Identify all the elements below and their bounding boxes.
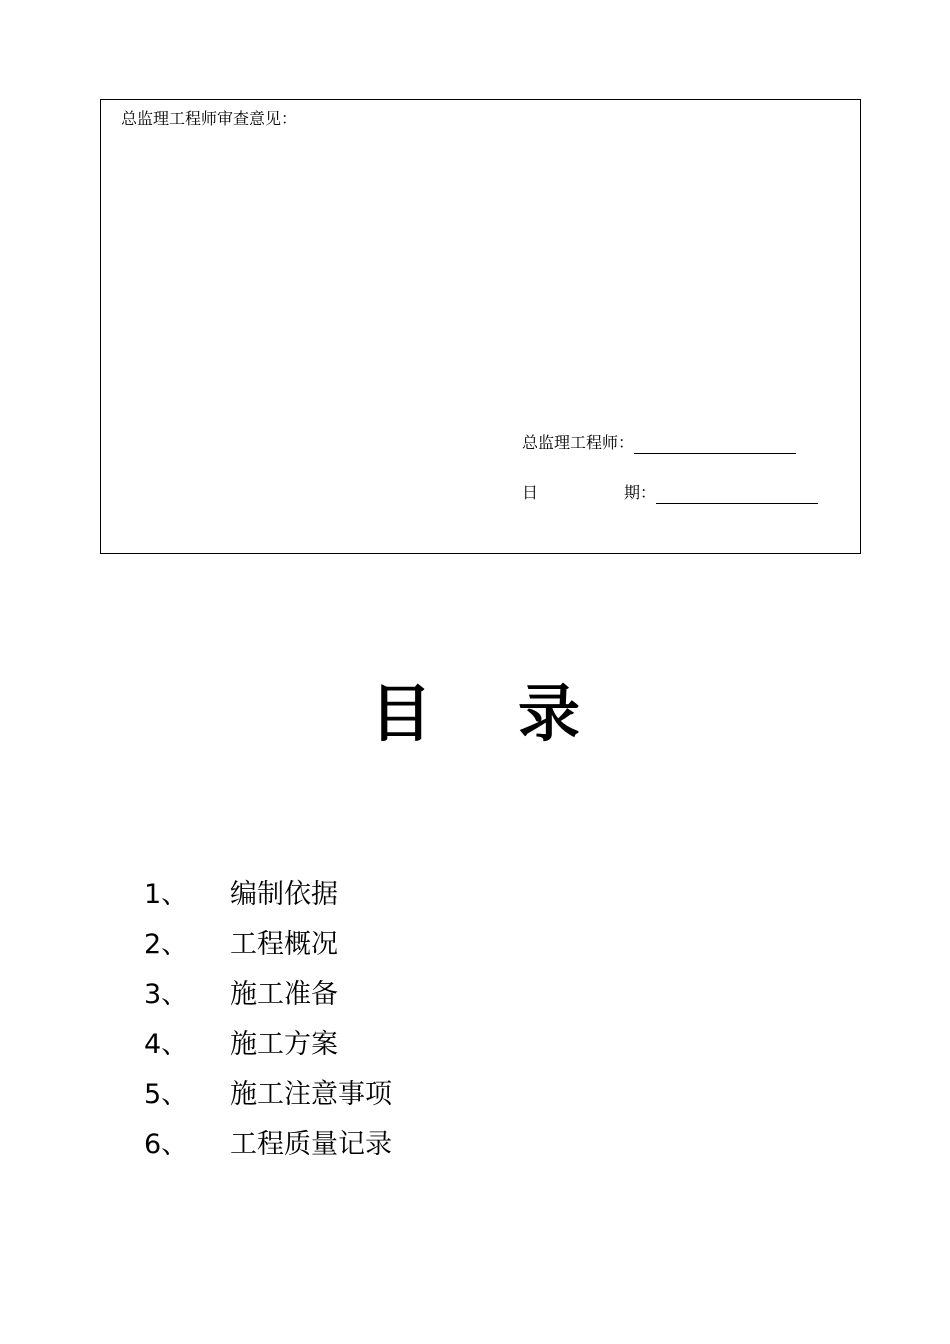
toc-item xyxy=(144,1016,392,1066)
toc-heading-char-2: 录 xyxy=(518,677,581,750)
toc-item-title: 工程概况 xyxy=(230,928,338,960)
toc-heading xyxy=(0,676,950,752)
date-label-left: 日 xyxy=(522,483,539,502)
review-opinion-box xyxy=(100,99,861,554)
toc-item-title: 编制依据 xyxy=(230,878,338,910)
date-line xyxy=(656,481,818,504)
toc-item-number: 3、 xyxy=(144,978,189,1010)
toc-item-number: 4、 xyxy=(144,1028,189,1060)
engineer-signature-line xyxy=(634,431,796,454)
toc-item xyxy=(144,866,392,916)
toc-item xyxy=(144,1066,392,1116)
toc-item-number: 5、 xyxy=(144,1078,189,1110)
toc-list xyxy=(144,866,392,1166)
toc-item-title: 工程质量记录 xyxy=(230,1128,392,1160)
date-label-right: 期： xyxy=(623,483,656,502)
toc-item-title: 施工注意事项 xyxy=(230,1078,392,1110)
toc-item-title: 施工准备 xyxy=(230,978,338,1010)
date-label xyxy=(522,482,656,504)
engineer-signature-row xyxy=(522,430,796,454)
toc-item xyxy=(144,1116,392,1166)
toc-item-title: 施工方案 xyxy=(230,1028,338,1060)
toc-item-number: 6、 xyxy=(144,1128,189,1160)
toc-item xyxy=(144,916,392,966)
engineer-signature-label: 总监理工程师： xyxy=(522,433,635,452)
toc-item-number: 2、 xyxy=(144,928,189,960)
date-row xyxy=(522,480,818,504)
toc-heading-char-1: 目 xyxy=(369,677,432,750)
toc-item-number: 1、 xyxy=(144,878,189,910)
toc-item xyxy=(144,966,392,1016)
review-opinion-title: 总监理工程师审查意见： xyxy=(121,109,298,128)
